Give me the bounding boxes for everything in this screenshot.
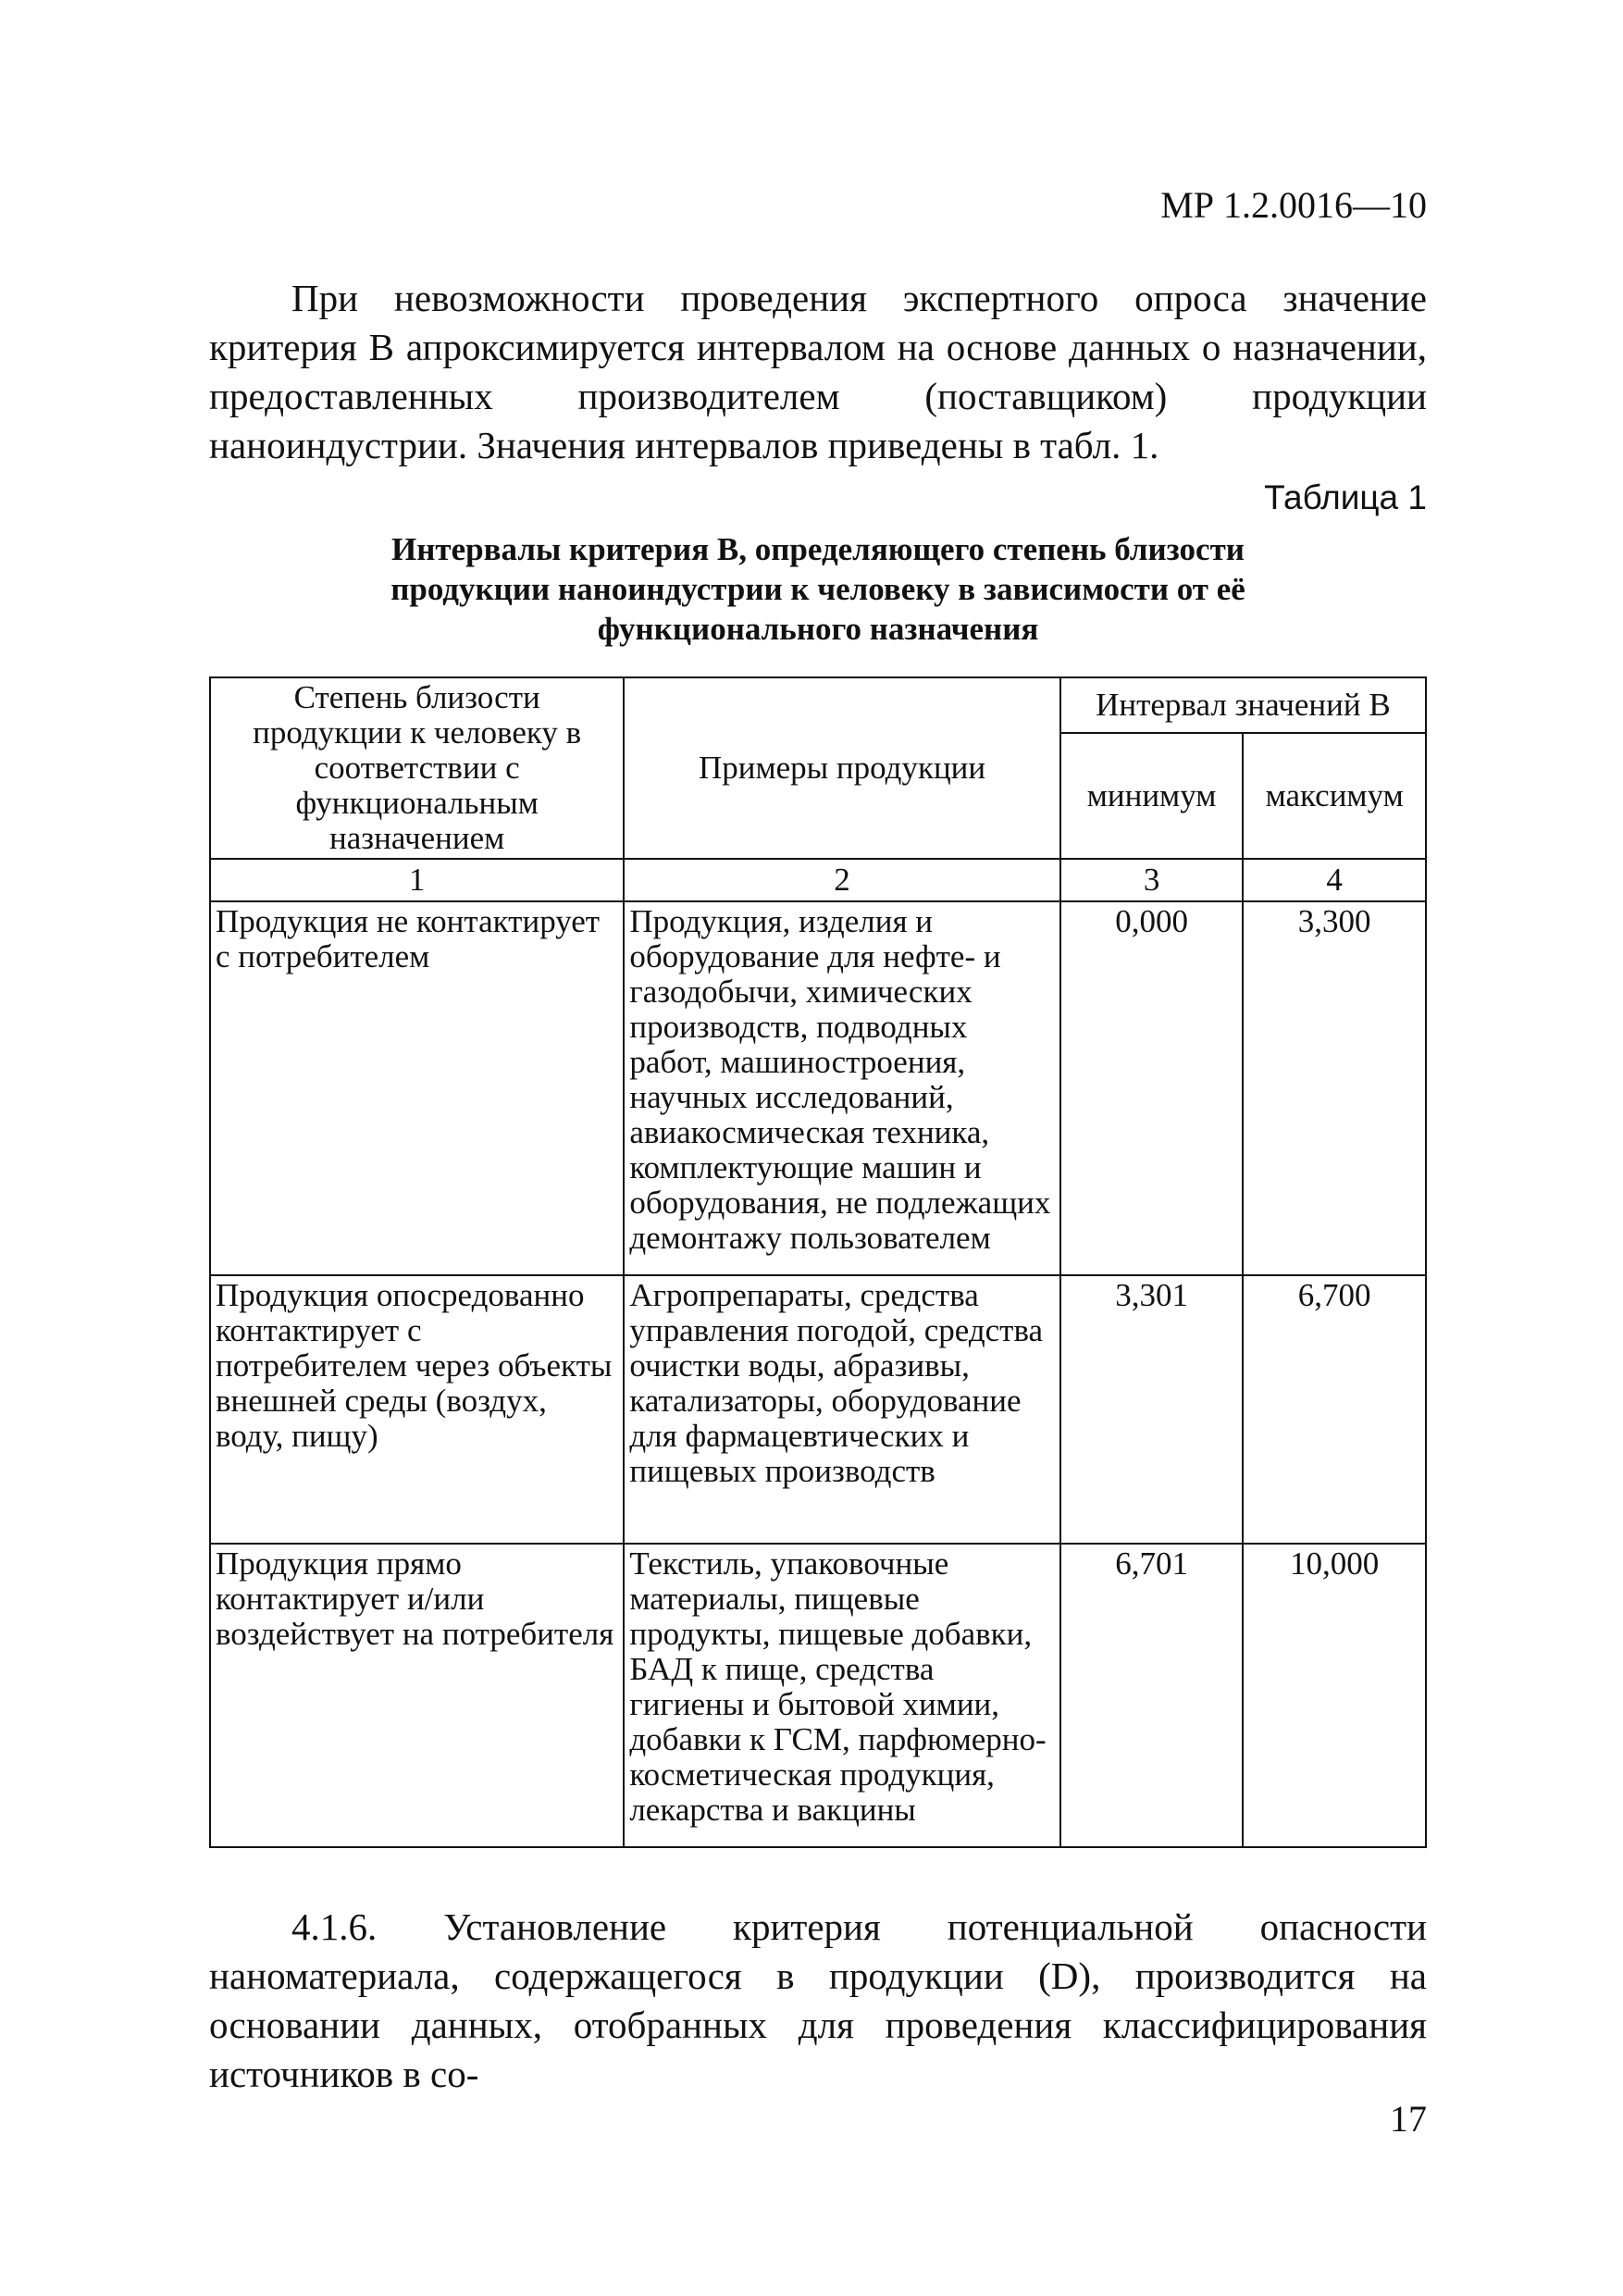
max-cell: 10,000 (1243, 1544, 1426, 1847)
intervals-table (209, 676, 1427, 1848)
table-title (209, 529, 1427, 649)
examples-cell: Агропрепараты, средства управления погодой, средства очистки воды, абразивы, катализаторы, оборудование для фармацевтических и пищевых производств (624, 1275, 1059, 1544)
header-min: минимум (1060, 733, 1244, 859)
intro-paragraph: При невозможности проведения экспертного опроса значение критерия В апроксимируется интервалом на основе данных о назначении, предоставленных производителем (поставщиком) продукции наноиндустрии. Значения интервалов приведены в табл. 1. (209, 277, 1427, 466)
degree-cell: Продукция не контактирует с потребителем (210, 901, 624, 1275)
table-row (210, 901, 1426, 1275)
table-row (210, 1275, 1426, 1544)
column-number: 3 (1060, 859, 1244, 901)
column-number: 4 (1243, 859, 1426, 901)
examples-cell: Продукция, изделия и оборудование для нефте- и газодобычи, химических производств, подводных работ, машиностроения, научных исследований, авиакосмическая техника, комплектующие машин и оборудования, не подлежащих демонтажу пользователем (624, 901, 1059, 1275)
header-examples: Примеры продукции (624, 677, 1059, 859)
table-label: Таблица 1 (1264, 478, 1427, 516)
header-degree: Степень близости продукции к человеку в соответствии с функциональным назначением (210, 677, 624, 859)
document-code: МР 1.2.0016—10 (1160, 184, 1427, 226)
header-max: максимум (1243, 733, 1426, 859)
examples-cell: Текстиль, упаковочные материалы, пищевые продукты, пищевые добавки, БАД к пище, средства гигиены и бытовой химии, добавки к ГСМ, парфюмерно-косметическая продукция, лекарства и вакцины (624, 1544, 1059, 1847)
column-number: 1 (210, 859, 624, 901)
header-interval: Интервал значений В (1060, 677, 1426, 733)
min-cell: 6,701 (1060, 1544, 1244, 1847)
section-paragraph: 4.1.6. Установление критерия потенциальной опасности наноматериала, содержащегося в продукции (D), производится на основании данных, отобранных для проведения классифицирования источников в со- (209, 1905, 1427, 2095)
degree-cell: Продукция опосредованно контактирует с потребителем через объекты внешней среды (воздух, воду, пищу) (210, 1275, 624, 1544)
table-header-row (210, 677, 1426, 733)
page-number: 17 (1390, 2098, 1427, 2140)
table-row (210, 1544, 1426, 1847)
min-cell: 3,301 (1060, 1275, 1244, 1544)
min-cell: 0,000 (1060, 901, 1244, 1275)
degree-cell: Продукция прямо контактирует и/или воздействует на потребителя (210, 1544, 624, 1847)
max-cell: 3,300 (1243, 901, 1426, 1275)
table-title-line: продукции наноиндустрии к человеку в зависимости от её (390, 571, 1245, 607)
table-title-line: функционального назначения (597, 611, 1039, 647)
column-number: 2 (624, 859, 1059, 901)
max-cell: 6,700 (1243, 1275, 1426, 1544)
column-number-row (210, 859, 1426, 901)
table-title-line: Интервалы критерия В, определяющего степень близости (391, 531, 1245, 567)
